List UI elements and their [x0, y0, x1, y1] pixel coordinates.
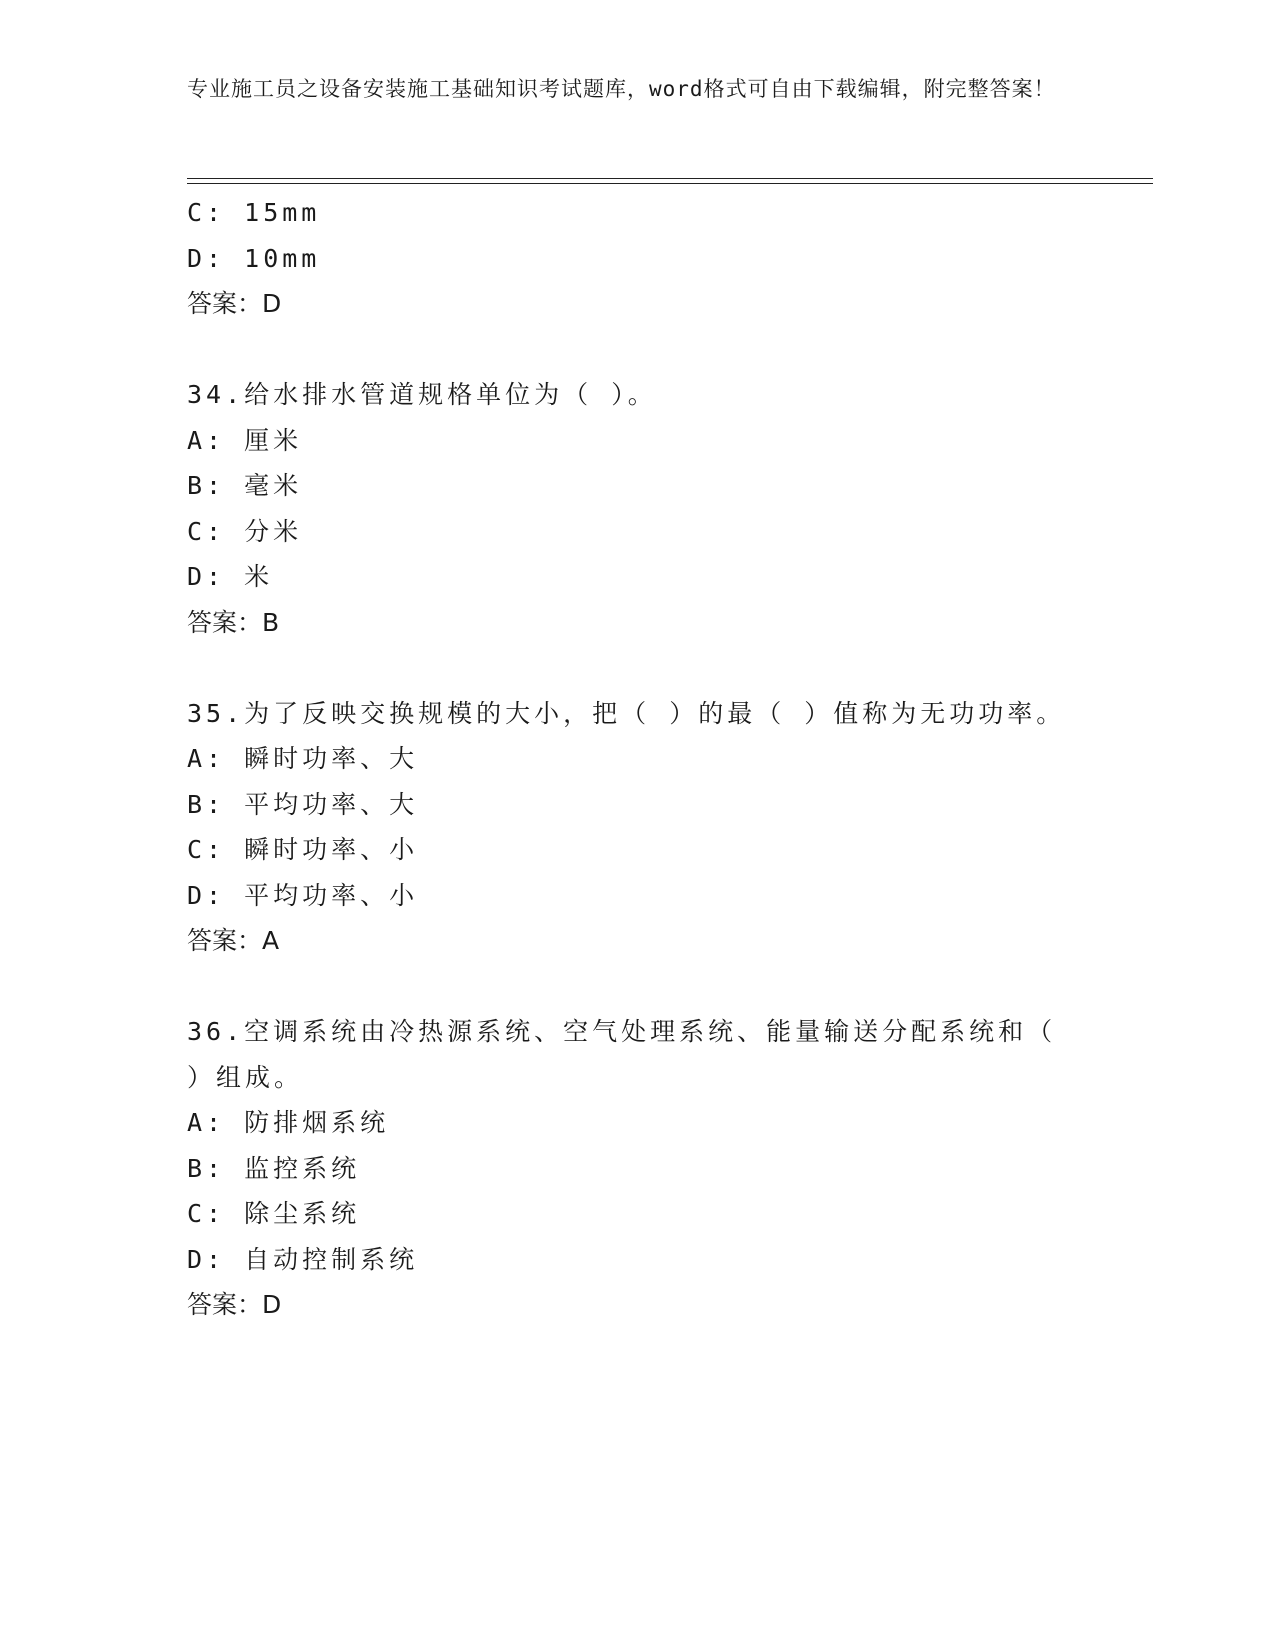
option-line: D: 10mm	[187, 243, 321, 273]
option-line: A: 瞬时功率、大	[187, 744, 419, 773]
option-line: A: 防排烟系统	[187, 1108, 390, 1137]
answer-line: 答案：A	[187, 926, 280, 955]
answer-line: 答案：D	[187, 1290, 282, 1319]
option-line: C: 15mm	[187, 198, 321, 227]
option-line: D: 米	[187, 562, 274, 591]
option-line: D: 自动控制系统	[187, 1244, 419, 1274]
document-header: 专业施工员之设备安装施工基础知识考试题库，word格式可自由下载编辑，附完整答案！	[187, 77, 1056, 101]
question-text: 34.给水排水管道规格单位为（ ）。	[187, 380, 657, 409]
option-line: A: 厘米	[187, 425, 303, 455]
header-divider-bottom	[187, 183, 1153, 184]
option-line: B: 监控系统	[187, 1153, 361, 1183]
option-line: B: 平均功率、大	[187, 789, 419, 819]
option-line: B: 毫米	[187, 471, 303, 500]
answer-line: 答案：D	[187, 289, 282, 318]
spacer	[187, 645, 1087, 691]
question-list	[187, 190, 1087, 1328]
question-text: ）组成。	[187, 1062, 304, 1092]
spacer	[187, 964, 1087, 1010]
option-line: C: 瞬时功率、小	[187, 835, 419, 864]
question-text: 35.为了反映交换规模的大小，把（ ）的最（ ）值称为无功功率。	[187, 698, 1066, 728]
option-line: C: 除尘系统	[187, 1199, 361, 1228]
option-line: C: 分米	[187, 516, 303, 546]
answer-line: 答案：B	[187, 607, 280, 637]
option-line: D: 平均功率、小	[187, 880, 419, 910]
question-text: 36.空调系统由冷热源系统、空气处理系统、能量输送分配系统和（	[187, 1017, 1057, 1046]
spacer	[187, 327, 1087, 373]
header-divider-top	[187, 178, 1153, 179]
